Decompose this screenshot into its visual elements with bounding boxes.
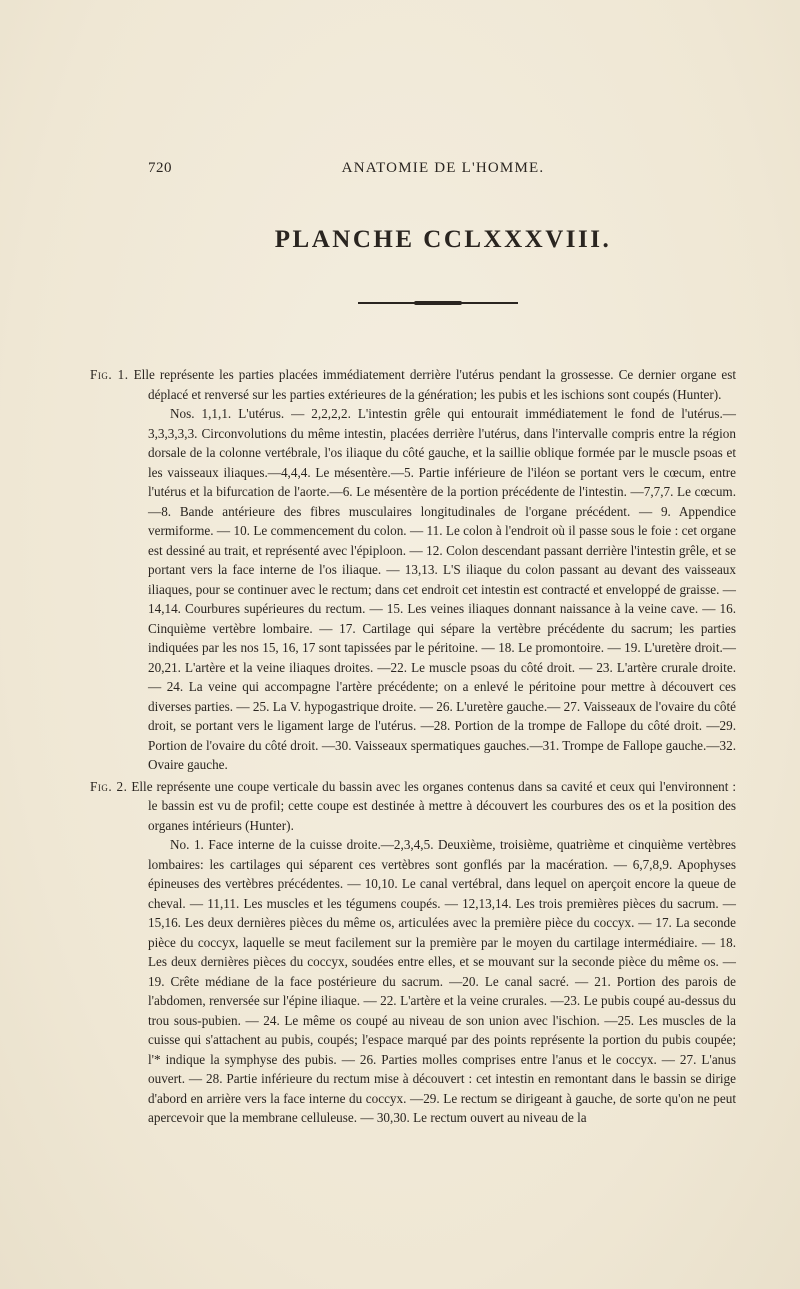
figure-2-entry [90, 777, 736, 1128]
figure-1-entry [90, 365, 736, 775]
plate-description [90, 365, 736, 1130]
figure-description: Elle représente une coupe verticale du bassin avec les organes contenus dans sa cavité et ceux qui l'environnent : le bassin est vu de profil; cette coupe est destinée à mettre à découvert les courbures des os et la position des organes intérieurs (Hunter). [131, 778, 736, 833]
figure-label: Fig. 2. [90, 778, 128, 794]
running-head: ANATOMIE DE L'HOMME. [341, 160, 545, 176]
ornamental-rule [358, 302, 518, 304]
plate-title: PLANCHE CCLXXXVIII. [274, 226, 612, 253]
figure-legend: Nos. 1,1,1. L'utérus. — 2,2,2,2. L'intestin grêle qui entourait immédiatement le fond de l'utérus.—3,3,3,3,3. Circonvolutions du même intestin, placées derrière l'utérus, dans l'intervalle compris entre la région dorsale de la colonne vertébrale, l'os iliaque du côté gauche, et la saillie oblique formée par le muscle psoas et les vaisseaux iliaques.—4,4,4. Le mésentère.—5. Partie inférieure de l'iléon se portant vers le cœcum, entre l'utérus et la bifurcation de l'aorte.—6. Le mésentère de la portion précédente de l'intestin. —7,7,7. Le cœcum. —8. Bande antérieure des fibres musculaires longitudinales de l'organe précédent. — 9. Appendice vermiforme. — 10. Le commencement du colon. — 11. Le colon à l'endroit où il passe sous le foie : cet organe est dessiné au trait, et représenté avec l'épiploon. — 12. Colon descendant passant derrière l'intestin grêle, et se portant vers la face interne de l'os iliaque. — 13,13. L'S iliaque du colon passant au devant des vaisseaux iliaques, pour se continuer avec le rectum; dans cet endroit cet intestin est contracté et enveloppé de graisse. — 14,14. Courbures supérieures du rectum. — 15. Les veines iliaques donnant naissance à la veine cave. — 16. Cinquième vertèbre lombaire. — 17. Cartilage qui sépare la vertèbre précédente du sacrum; les parties indiquées par les nos 15, 16, 17 sont tapissées par le péritoine. — 18. Le promontoire. — 19. L'uretère droit.—20,21. L'artère et la veine iliaques droites. —22. Le muscle psoas du côté droit. — 23. L'artère crurale droite. — 24. La veine qui accompagne l'artère précédente; on a enlevé le péritoine pour mettre à découvert ces diverses parties. — 25. La V. hypogastrique droite. — 26. L'uretère gauche.— 27. Vaisseaux de l'ovaire du côté droit, se portant vers le ligament large de l'utérus. —28. Portion de la trompe de Fallope du côté droit. —29. Portion de l'ovaire du côté droit. —30. Vaisseaux spermatiques gauches.—31. Trompe de Fallope gauche.—32. Ovaire gauche. [148, 406, 736, 772]
figure-description: Elle représente les parties placées immédiatement derrière l'utérus pendant la grossesse. Ce dernier organe est déplacé et renversé sur les parties extérieures de la génération; les pubis et les ischions sont coupés (Hunter). [133, 367, 736, 402]
figure-label: Fig. 1. [90, 367, 129, 382]
page-number: 720 [148, 160, 172, 176]
page-header [148, 160, 738, 180]
figure-legend: No. 1. Face interne de la cuisse droite.—2,3,4,5. Deuxième, troisième, quatrième et cinquième vertèbres lombaires: les cartilages qui séparent ces vertèbres sont gonflés par la macération. — 6,7,8,9. Apophyses épineuses des vertèbres précédentes. — 10,10. Le canal vertébral, dans lequel on aperçoit encore la queue de cheval. — 11,11. Les muscles et les tégumens coupés. — 12,13,14. Les trois premières pièces du sacrum. — 15,16. Les deux dernières pièces du même os, articulées avec la première pièce du coccyx. — 17. La seconde pièce du coccyx, laquelle se meut facilement sur la première par le moyen du cartilage intermédiaire. — 18. Les deux dernières pièces du coccyx, soudées entre elles, et se mouvant sur la seconde pièce du même os. — 19. Crête médiane de la face postérieure du sacrum. —20. Le canal sacré. — 21. Portion des parois de l'abdomen, renversée sur l'épine iliaque. — 22. L'artère et la veine crurales. —23. Le pubis coupé au-dessus du trou sous-pubien. — 24. Le même os coupé au niveau de son union avec l'ischion. —25. Les muscles de la cuisse qui s'attachent au pubis, coupés; l'espace marqué par des points représente la portion du pubis coupée; l'* indique la symphyse des pubis. — 26. Parties molles comprises entre l'anus et le coccyx. — 27. L'anus ouvert. — 28. Partie inférieure du rectum mise à découvert : cet intestin en remontant dans le bassin se dirige d'abord en arrière vers la face interne du coccyx. —29. Le rectum se dirigeant à gauche, de sorte qu'on ne peut apercevoir que la membrane celluleuse. — 30,30. Le rectum ouvert au niveau de la [148, 837, 736, 1125]
